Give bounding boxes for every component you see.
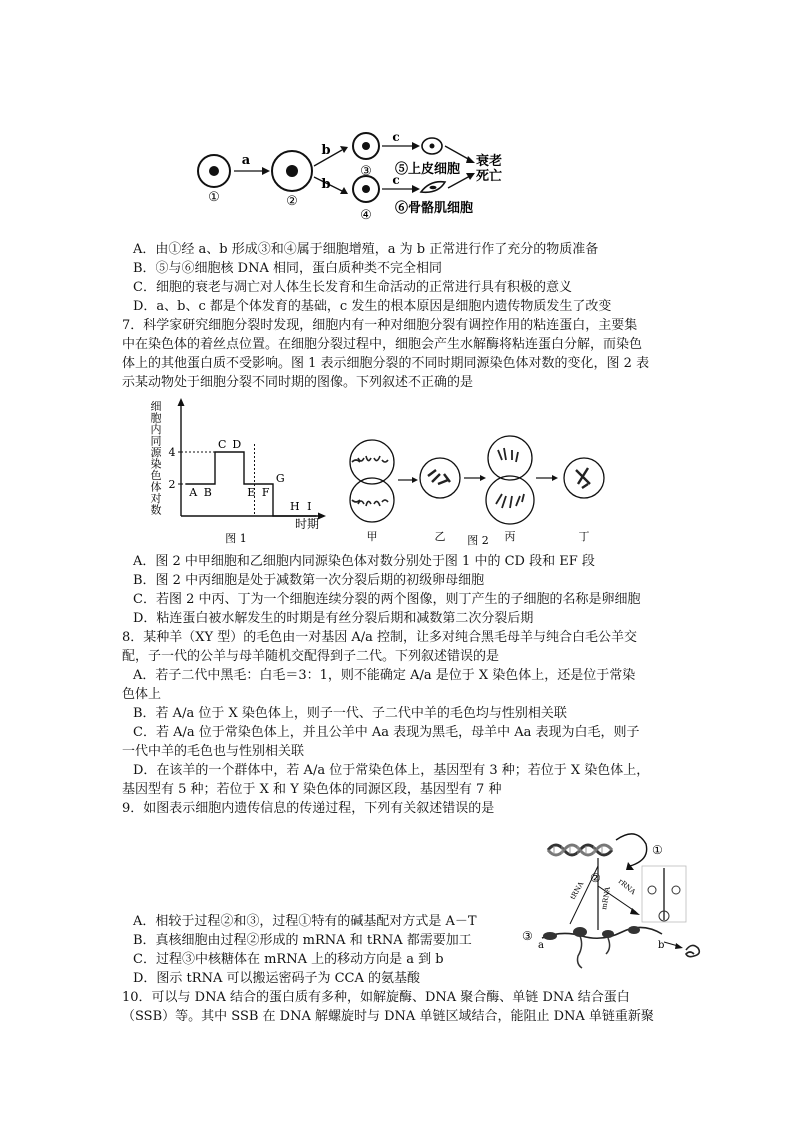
segment-label-F: F (261, 486, 270, 499)
q7-option-a: A．图 2 中甲细胞和乙细胞内同源染色体对数分别处于图 1 中的 CD 段和 EF 段 (133, 554, 595, 569)
q7-option-d: D．粘连蛋白被水解发生的时期是有丝分裂后期和减数第二次分裂后期 (133, 611, 534, 626)
process-1-label: ① (652, 843, 663, 857)
q7-figure-2 (340, 428, 620, 546)
y-axis-label-char: 数 (150, 503, 162, 517)
cell-jia-label: 甲 (366, 530, 378, 543)
y-axis-label-char: 染 (150, 457, 162, 471)
segment-label-C: C (218, 438, 227, 451)
fig2-caption: 图 2 (467, 534, 489, 546)
folded-protein (686, 945, 699, 956)
q7-stem-line-2: 中在染色体的着丝点位置。在细胞分裂过程中，细胞会产生水解酶将粘连蛋白分解，而染色 (122, 337, 643, 352)
process-3-label: ③ (522, 929, 533, 943)
q8-option-b: B．若 A/a 位于 X 染色体上，则子一代、子二代中羊的毛色均与性别相关联 (133, 706, 567, 721)
y-axis-label-char: 色 (150, 469, 162, 482)
segment-label-A: A (189, 486, 198, 499)
cell-yi-label: 乙 (434, 530, 446, 543)
outcome-label-aging: 衰老 (476, 154, 503, 169)
y-axis-label-char: 胞 (150, 411, 162, 425)
arrow-c-label-up: c (392, 132, 400, 144)
mrna-strand (542, 927, 662, 938)
q8-option-d-line-1: D．在该羊的一个群体中，若 A/a 位于常染色体上，基因型有 3 种；若位于 X 染色体上， (133, 763, 650, 778)
rrna-label: rRNA (616, 877, 638, 897)
outcome-label-death: 死亡 (476, 169, 503, 184)
y-axis-label-group (151, 400, 163, 517)
q10-stem-line-1: 10．可以与 DNA 结合的蛋白质有多种，如解旋酶、DNA 聚合酶、单链 DNA 结合蛋白 (122, 990, 630, 1005)
trna-label: tRNA (568, 880, 586, 901)
y-axis-label-char: 细 (150, 400, 162, 413)
q7-option-c: C．若图 2 中丙、丁为一个细胞连续分裂的两个图像，则丁产生的子细胞的名称是卵细胞 (133, 592, 641, 607)
q8-option-d-line-2: 基因型有 5 种；若位于 X 和 Y 染色体的同源区段，基因型有 7 种 (122, 782, 502, 797)
y-tick-label: 4 (168, 446, 176, 459)
chart-marks (169, 438, 317, 516)
q9-option-c: C．过程③中核糖体在 mRNA 上的移动方向是 a 到 b (133, 952, 444, 967)
q6-option-c: C．细胞的衰老与凋亡对人体生长发育和生命活动的正常进行具有积极的意义 (133, 280, 572, 295)
y-axis-label-char: 同 (150, 434, 162, 448)
q8-option-c-line-2: 一代中羊的毛色也与性别相关联 (122, 744, 305, 759)
q7-figure-1-chart (148, 396, 328, 546)
q9-stem: 9．如图表示细胞内遗传信息的传递过程，下列有关叙述错误的是 (122, 801, 495, 816)
q9-option-b: B．真核细胞由过程②形成的 mRNA 和 tRNA 都需要加工 (133, 933, 472, 948)
q7-stem-line-3: 体上的其他蛋白质不受影响。图 1 表示细胞分裂的不同时期同源染色体对数的变化，图 2 表 (122, 356, 650, 371)
cell-6-label: ⑥骨骼肌细胞 (395, 201, 474, 216)
segment-label-H: H (289, 500, 300, 513)
q8-option-a-line-2: 色体上 (122, 687, 162, 702)
arrow-a-label: a (241, 153, 251, 168)
mrna-label: mRNA (600, 886, 612, 911)
q8-option-a-line-1: A．若子二代中黑毛：白毛＝3：1，则不能确定 A/a 是位于 X 染色体上，还是位于常染 (133, 668, 636, 683)
q9-gene-expression-diagram (518, 826, 718, 974)
y-tick-label: 2 (168, 478, 176, 491)
q10-stem-line-2: （SSB）等。其中 SSB 在 DNA 解螺旋时与 DNA 单链区域结合，能阻止 DNA 单链重新聚 (122, 1009, 654, 1024)
cell-2-number: ② (286, 194, 298, 209)
q6-cell-diagram (190, 132, 520, 224)
cell-5-label: ⑤上皮细胞 (395, 162, 461, 177)
segment-label-I: I (307, 500, 312, 513)
cell-yi (420, 458, 460, 543)
q6-option-b: B．⑤与⑥细胞核 DNA 相同，蛋白质种类不完全相同 (133, 261, 443, 276)
segment-label-D: D (232, 438, 242, 451)
end-a-label: a (538, 940, 544, 951)
segment-label-G: G (275, 472, 285, 485)
q8-stem-line-2: 配，子一代的公羊与母羊随机交配得到子二代。下列叙述错误的是 (122, 649, 500, 664)
fig1-caption: 图 1 (225, 532, 247, 545)
q8-option-c-line-1: C．若 A/a 位于常染色体上，并且公羊中 Aa 表现为黑毛，母羊中 Aa 表现为白毛，则子 (133, 725, 640, 740)
q9-option-d: D．图示 tRNA 可以搬运密码子为 CCA 的氨基酸 (133, 971, 421, 986)
process-2-label: ② (590, 871, 601, 885)
q7-option-b: B．图 2 中丙细胞是处于减数第一次分裂后期的初级卵母细胞 (133, 573, 485, 588)
cell-1-number: ① (208, 190, 220, 205)
y-axis-label-char: 源 (150, 446, 162, 459)
cell-ding (564, 458, 604, 543)
segment-label-B: B (203, 486, 212, 499)
cell-ding-label: 丁 (578, 530, 590, 543)
x-axis-label: 时期 (295, 517, 320, 531)
ribosomes (543, 926, 640, 968)
q8-stem-line-1: 8．某种羊（XY 型）的毛色由一对基因 A/a 控制，让多对纯合黑毛母羊与纯合白毛公羊交 (122, 630, 638, 645)
arrow-b-label-down: b (321, 177, 331, 192)
q7-stem-line-4: 示某动物处于细胞分裂不同时期的图像。下列叙述不正确的是 (122, 375, 474, 390)
arrow-b-label-up: b (321, 143, 331, 158)
q7-stem-line-1: 7．科学家研究细胞分裂时发现，细胞内有一种对细胞分裂有调控作用的粘连蛋白，主要集 (122, 318, 638, 333)
end-b-label: b (658, 940, 665, 951)
q6-option-d: D．a、b、c 都是个体发育的基础，c 发生的根本原因是细胞内遗传物质发生了改变 (133, 299, 612, 314)
dna-helix (548, 845, 612, 855)
arrow-c-label-down: c (392, 173, 400, 187)
cell-3-number: ③ (360, 164, 372, 179)
trna-structure (642, 866, 686, 922)
cell-jia (350, 440, 394, 543)
segment-label-E: E (247, 486, 256, 499)
cell-bing (486, 436, 534, 543)
cell-4-number: ④ (360, 208, 372, 223)
y-axis-label-char: 体 (150, 480, 162, 494)
q9-option-a: A．相较于过程②和③，过程①特有的碱基配对方式是 A－T (133, 914, 477, 929)
y-axis-label-char: 内 (150, 423, 162, 436)
cell-bing-label: 丙 (504, 530, 516, 543)
q6-option-a: A．由①经 a、b 形成③和④属于细胞增殖，a 为 b 正常进行作了充分的物质准备 (133, 242, 599, 257)
y-axis-label-char: 对 (150, 492, 162, 505)
